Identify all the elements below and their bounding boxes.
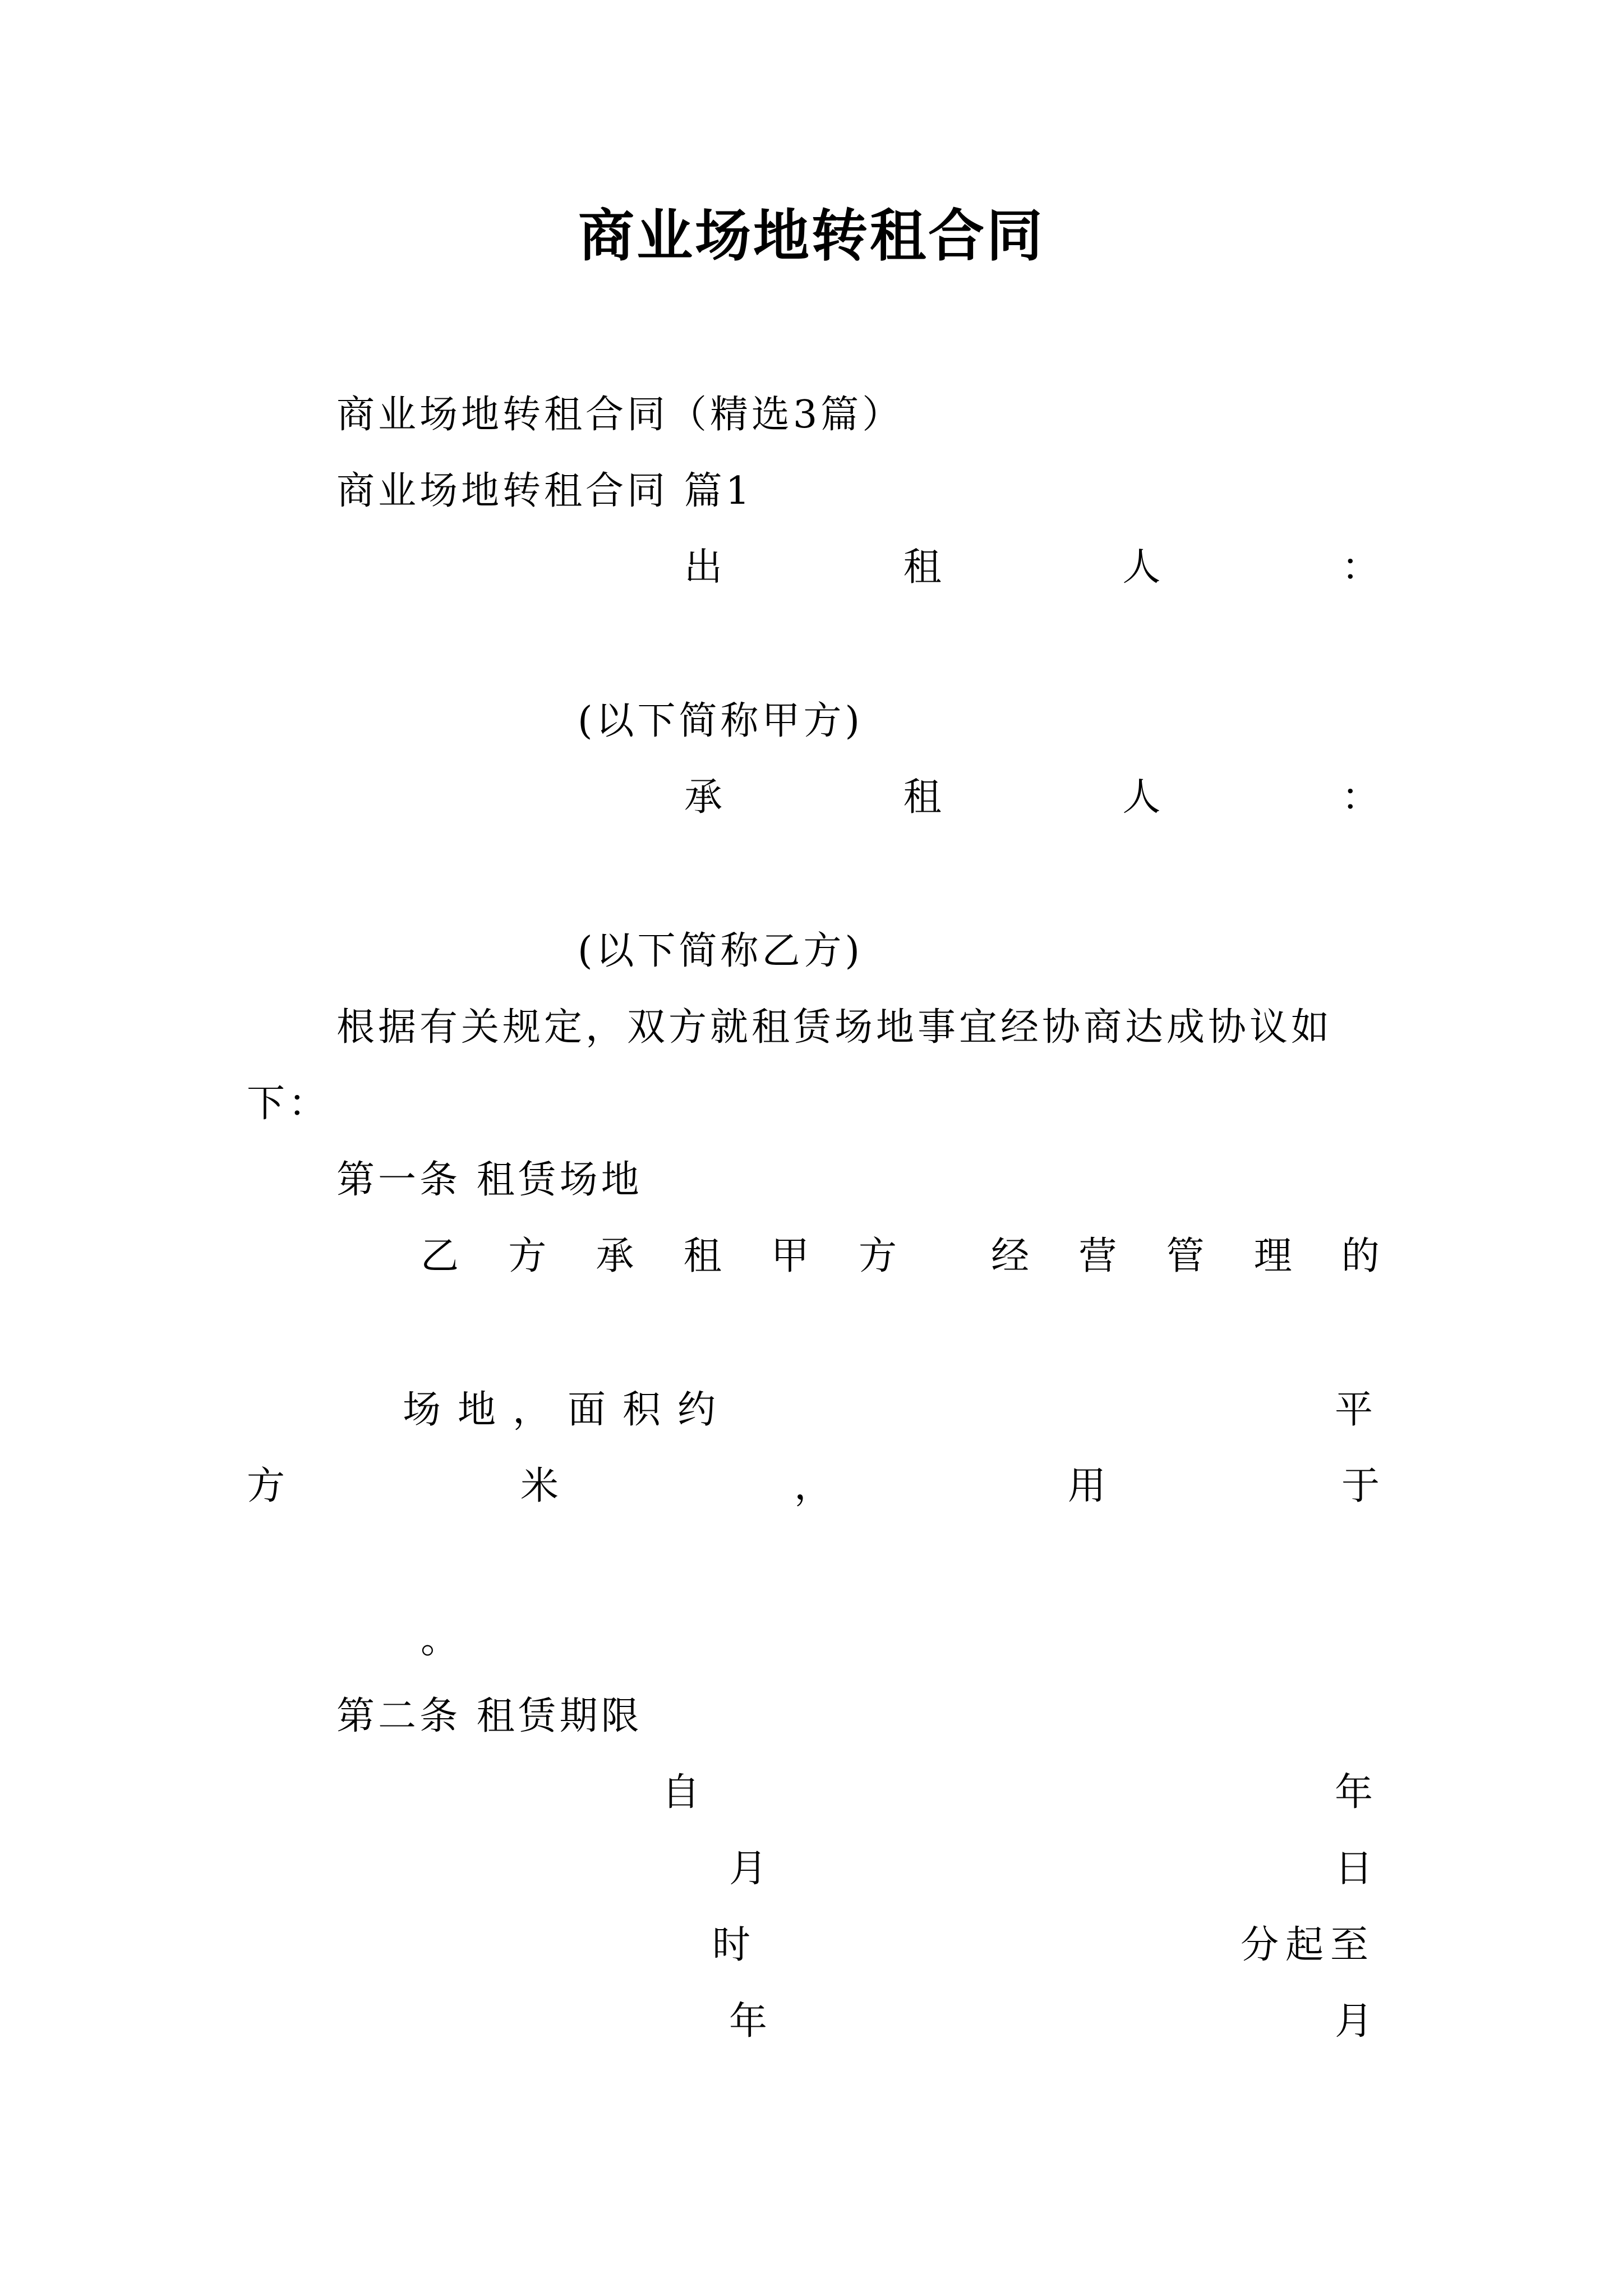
article2-hour: 时 [712, 1923, 751, 1967]
lessee-row [684, 775, 1380, 820]
article2-month2: 月 [1335, 1999, 1373, 2044]
article2-heading: 第二条 租赁期限 [336, 1694, 643, 1738]
article1-char: 管 [1166, 1234, 1205, 1278]
article1-char: 于 [1341, 1464, 1380, 1508]
article2-minute: 分起至 [1241, 1923, 1376, 1967]
lessor-char: 出 [684, 545, 723, 590]
article1-char: 的 [1341, 1234, 1380, 1278]
section-heading: 商业场地转租合同 篇1 [336, 469, 753, 513]
article1-char: 方 [858, 1234, 897, 1278]
document-title: 商业场地转租合同 [578, 203, 1045, 269]
intro-paragraph-line1: 根据有关规定，双方就租赁场地事宜经协商达成协议如 [336, 1005, 1333, 1050]
article1-row1 [421, 1234, 1380, 1279]
lessee-char: 人 [1122, 775, 1161, 820]
lessor-char: 租 [903, 545, 942, 590]
article2-year2: 年 [729, 1999, 768, 2044]
lessor-note: (以下简称甲方) [578, 699, 864, 743]
intro-paragraph-line2: 下： [247, 1082, 330, 1126]
article2-year1: 年 [1335, 1770, 1373, 1815]
lessor-colon: ： [1341, 545, 1380, 590]
article1-char: ， [794, 1464, 832, 1508]
lessor-row [684, 545, 1380, 590]
article1-char: 营 [1078, 1234, 1117, 1278]
article1-char: 承 [596, 1234, 634, 1278]
article1-heading: 第一条 租赁场地 [336, 1158, 643, 1202]
article1-char: 方 [508, 1234, 547, 1278]
article1-end-mark: 。 [421, 1618, 459, 1662]
article1-char: 甲 [771, 1234, 809, 1278]
article2-month1: 月 [729, 1847, 768, 1891]
article1-char: 用 [1067, 1464, 1106, 1508]
article2-day1: 日 [1335, 1847, 1373, 1891]
lessor-char: 人 [1122, 545, 1161, 590]
article1-area-label: 场地，面积约 [403, 1388, 733, 1432]
article1-char: 租 [683, 1234, 722, 1278]
article1-row3 [247, 1464, 1380, 1509]
article2-from: 自 [662, 1770, 700, 1815]
article1-char: 经 [991, 1234, 1030, 1278]
lessee-colon: ： [1341, 775, 1380, 820]
lessee-note: (以下简称乙方) [578, 929, 864, 973]
article1-area-unit: 平 [1335, 1388, 1373, 1432]
article1-char: 理 [1253, 1234, 1292, 1278]
article1-char: 方 [247, 1464, 285, 1508]
article1-char: 米 [520, 1464, 559, 1508]
document-subtitle: 商业场地转租合同（精选3篇） [336, 393, 904, 437]
lessee-char: 承 [684, 775, 723, 820]
lessee-char: 租 [903, 775, 942, 820]
article1-char: 乙 [421, 1234, 459, 1278]
